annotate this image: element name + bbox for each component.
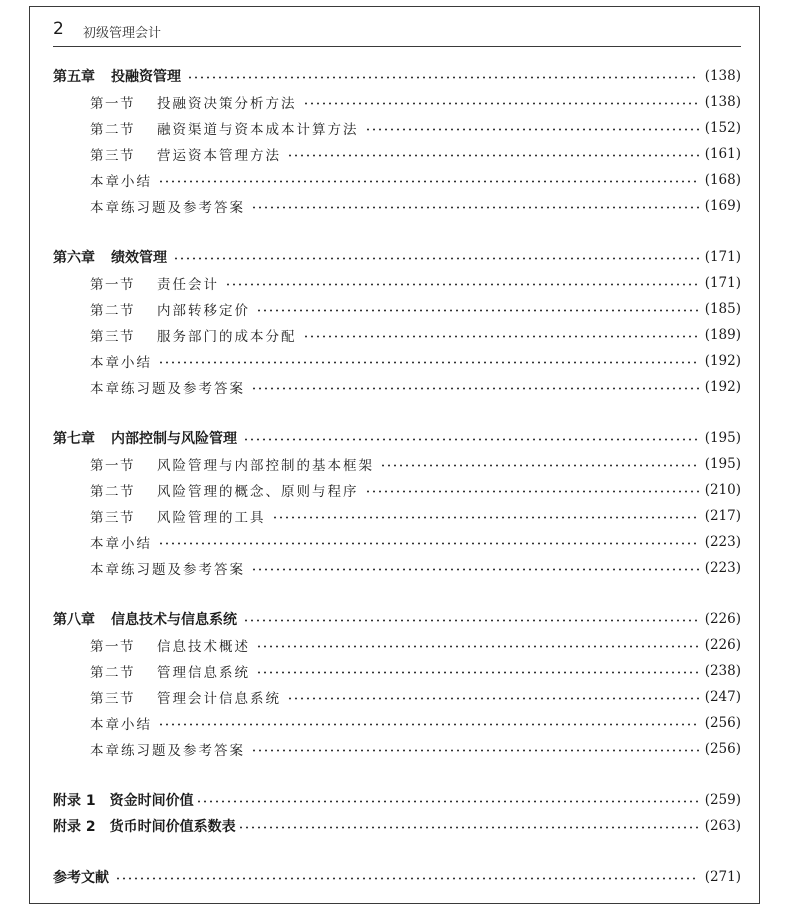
toc-section-entry[interactable] xyxy=(53,632,741,658)
entry-page-number: (138) xyxy=(704,94,741,110)
entry-page-number: (192) xyxy=(704,353,741,369)
entry-page-number: (226) xyxy=(704,611,741,627)
entry-page-number: (217) xyxy=(704,508,741,524)
entry-title: 参考文献 xyxy=(53,870,109,886)
entry-number: 第二节 xyxy=(90,484,135,500)
leader-dots xyxy=(158,180,699,183)
entry-title: 风险管理的工具 xyxy=(157,510,266,526)
leader-dots xyxy=(251,387,699,390)
leader-dots xyxy=(251,749,699,752)
entry-page-number: (256) xyxy=(704,715,741,731)
toc-section-entry[interactable] xyxy=(53,89,741,115)
entry-number: 第八章 xyxy=(53,612,95,628)
entry-number: 第二节 xyxy=(90,303,135,319)
entry-page-number: (192) xyxy=(704,379,741,395)
toc-references-entry[interactable] xyxy=(53,864,741,890)
toc-section-entry[interactable] xyxy=(53,736,741,762)
entry-number: 第二节 xyxy=(90,665,135,681)
entry-page-number: (223) xyxy=(704,560,741,576)
entry-page-number: (138) xyxy=(704,68,741,84)
entry-page-number: (247) xyxy=(704,689,741,705)
leader-dots xyxy=(365,128,699,131)
toc-section-entry[interactable] xyxy=(53,529,741,555)
leader-dots xyxy=(251,568,699,571)
toc-section-entry[interactable] xyxy=(53,503,741,529)
toc-section-entry[interactable] xyxy=(53,555,741,581)
page-header xyxy=(53,17,741,47)
toc-section-entry[interactable] xyxy=(53,270,741,296)
entry-title: 融资渠道与资本成本计算方法 xyxy=(157,122,359,138)
leader-dots xyxy=(158,542,699,545)
entry-number: 第一节 xyxy=(90,639,135,655)
entry-title: 本章小结 xyxy=(90,717,152,733)
toc-section-entry[interactable] xyxy=(53,710,741,736)
entry-number: 附录 1 xyxy=(53,793,96,809)
toc-section-entry[interactable] xyxy=(53,451,741,477)
entry-page-number: (185) xyxy=(704,301,741,317)
entry-title: 管理信息系统 xyxy=(157,665,250,681)
toc-section-entry[interactable] xyxy=(53,322,741,348)
leader-dots xyxy=(243,619,699,622)
entry-page-number: (169) xyxy=(704,198,741,214)
entry-number: 第一节 xyxy=(90,277,135,293)
entry-number: 第三节 xyxy=(90,148,135,164)
entry-page-number: (238) xyxy=(704,663,741,679)
entry-title: 营运资本管理方法 xyxy=(157,148,281,164)
leader-dots xyxy=(303,335,699,338)
entry-title: 服务部门的成本分配 xyxy=(157,329,297,345)
toc-section-entry[interactable] xyxy=(53,296,741,322)
toc-section-entry[interactable] xyxy=(53,684,741,710)
leader-dots xyxy=(272,516,699,519)
leader-dots xyxy=(158,723,699,726)
entry-title: 风险管理的概念、原则与程序 xyxy=(157,484,359,500)
entry-page-number: (226) xyxy=(704,637,741,653)
entry-page-number: (259) xyxy=(704,792,741,808)
entry-number: 第七章 xyxy=(53,431,95,447)
toc-section-entry[interactable] xyxy=(53,348,741,374)
entry-title: 风险管理与内部控制的基本框架 xyxy=(157,458,374,474)
leader-dots xyxy=(238,826,699,829)
leader-dots xyxy=(380,464,699,467)
entry-title: 内部转移定价 xyxy=(157,303,250,319)
entry-title: 货币时间价值系数表 xyxy=(109,819,236,835)
leader-dots xyxy=(365,490,699,493)
entry-title: 内部控制与风险管理 xyxy=(111,431,237,447)
entry-number: 第三节 xyxy=(90,329,135,345)
table-of-contents xyxy=(53,63,741,890)
entry-number: 第一节 xyxy=(90,458,135,474)
toc-chapter-entry[interactable] xyxy=(53,63,741,89)
entry-title: 投融资决策分析方法 xyxy=(157,96,297,112)
toc-section-entry[interactable] xyxy=(53,658,741,684)
toc-section-entry[interactable] xyxy=(53,193,741,219)
entry-title: 本章小结 xyxy=(90,174,152,190)
leader-dots xyxy=(173,257,699,260)
entry-page-number: (168) xyxy=(704,172,741,188)
leader-dots xyxy=(251,206,699,209)
toc-section-entry[interactable] xyxy=(53,167,741,193)
leader-dots xyxy=(287,697,699,700)
page-number: 2 xyxy=(53,19,64,39)
entry-page-number: (223) xyxy=(704,534,741,550)
entry-page-number: (171) xyxy=(704,249,741,265)
entry-page-number: (152) xyxy=(704,120,741,136)
entry-page-number: (171) xyxy=(704,275,741,291)
entry-number: 第六章 xyxy=(53,250,95,266)
entry-title: 信息技术概述 xyxy=(157,639,250,655)
toc-section-entry[interactable] xyxy=(53,374,741,400)
leader-dots xyxy=(225,283,699,286)
leader-dots xyxy=(196,800,699,803)
toc-chapter-entry[interactable] xyxy=(53,244,741,270)
leader-dots xyxy=(256,309,699,312)
entry-title: 投融资管理 xyxy=(111,69,181,85)
entry-title: 本章练习题及参考答案 xyxy=(90,200,245,216)
entry-page-number: (195) xyxy=(704,456,741,472)
leader-dots xyxy=(158,361,699,364)
toc-section-entry[interactable] xyxy=(53,141,741,167)
entry-title: 责任会计 xyxy=(157,277,219,293)
entry-page-number: (271) xyxy=(704,869,741,885)
entry-title: 管理会计信息系统 xyxy=(157,691,281,707)
entry-title: 本章小结 xyxy=(90,355,152,371)
leader-dots xyxy=(303,102,699,105)
entry-page-number: (210) xyxy=(704,482,741,498)
toc-section-entry[interactable] xyxy=(53,115,741,141)
toc-section-entry[interactable] xyxy=(53,477,741,503)
entry-page-number: (161) xyxy=(704,146,741,162)
leader-dots xyxy=(256,645,699,648)
entry-page-number: (256) xyxy=(704,741,741,757)
leader-dots xyxy=(287,154,699,157)
entry-page-number: (263) xyxy=(704,818,741,834)
leader-dots xyxy=(243,438,699,441)
toc-chapter-entry[interactable] xyxy=(53,425,741,451)
entry-number: 第三节 xyxy=(90,691,135,707)
toc-appendix-entry[interactable] xyxy=(53,787,741,813)
header-rule xyxy=(53,46,741,47)
entry-title: 本章练习题及参考答案 xyxy=(90,562,245,578)
entry-title: 信息技术与信息系统 xyxy=(111,612,237,628)
entry-title: 本章练习题及参考答案 xyxy=(90,743,245,759)
entry-number: 第二节 xyxy=(90,122,135,138)
toc-appendix-entry[interactable] xyxy=(53,813,741,839)
entry-title: 本章小结 xyxy=(90,536,152,552)
entry-page-number: (189) xyxy=(704,327,741,343)
entry-title: 绩效管理 xyxy=(111,250,167,266)
entry-number: 第一节 xyxy=(90,96,135,112)
running-title: 初级管理会计 xyxy=(83,26,162,41)
toc-chapter-entry[interactable] xyxy=(53,606,741,632)
entry-title: 资金时间价值 xyxy=(109,793,194,809)
entry-number: 第三节 xyxy=(90,510,135,526)
entry-number: 附录 2 xyxy=(53,819,96,835)
leader-dots xyxy=(256,671,699,674)
entry-title: 本章练习题及参考答案 xyxy=(90,381,245,397)
leader-dots xyxy=(187,76,699,79)
leader-dots xyxy=(115,877,699,880)
entry-number: 第五章 xyxy=(53,69,95,85)
entry-page-number: (195) xyxy=(704,430,741,446)
